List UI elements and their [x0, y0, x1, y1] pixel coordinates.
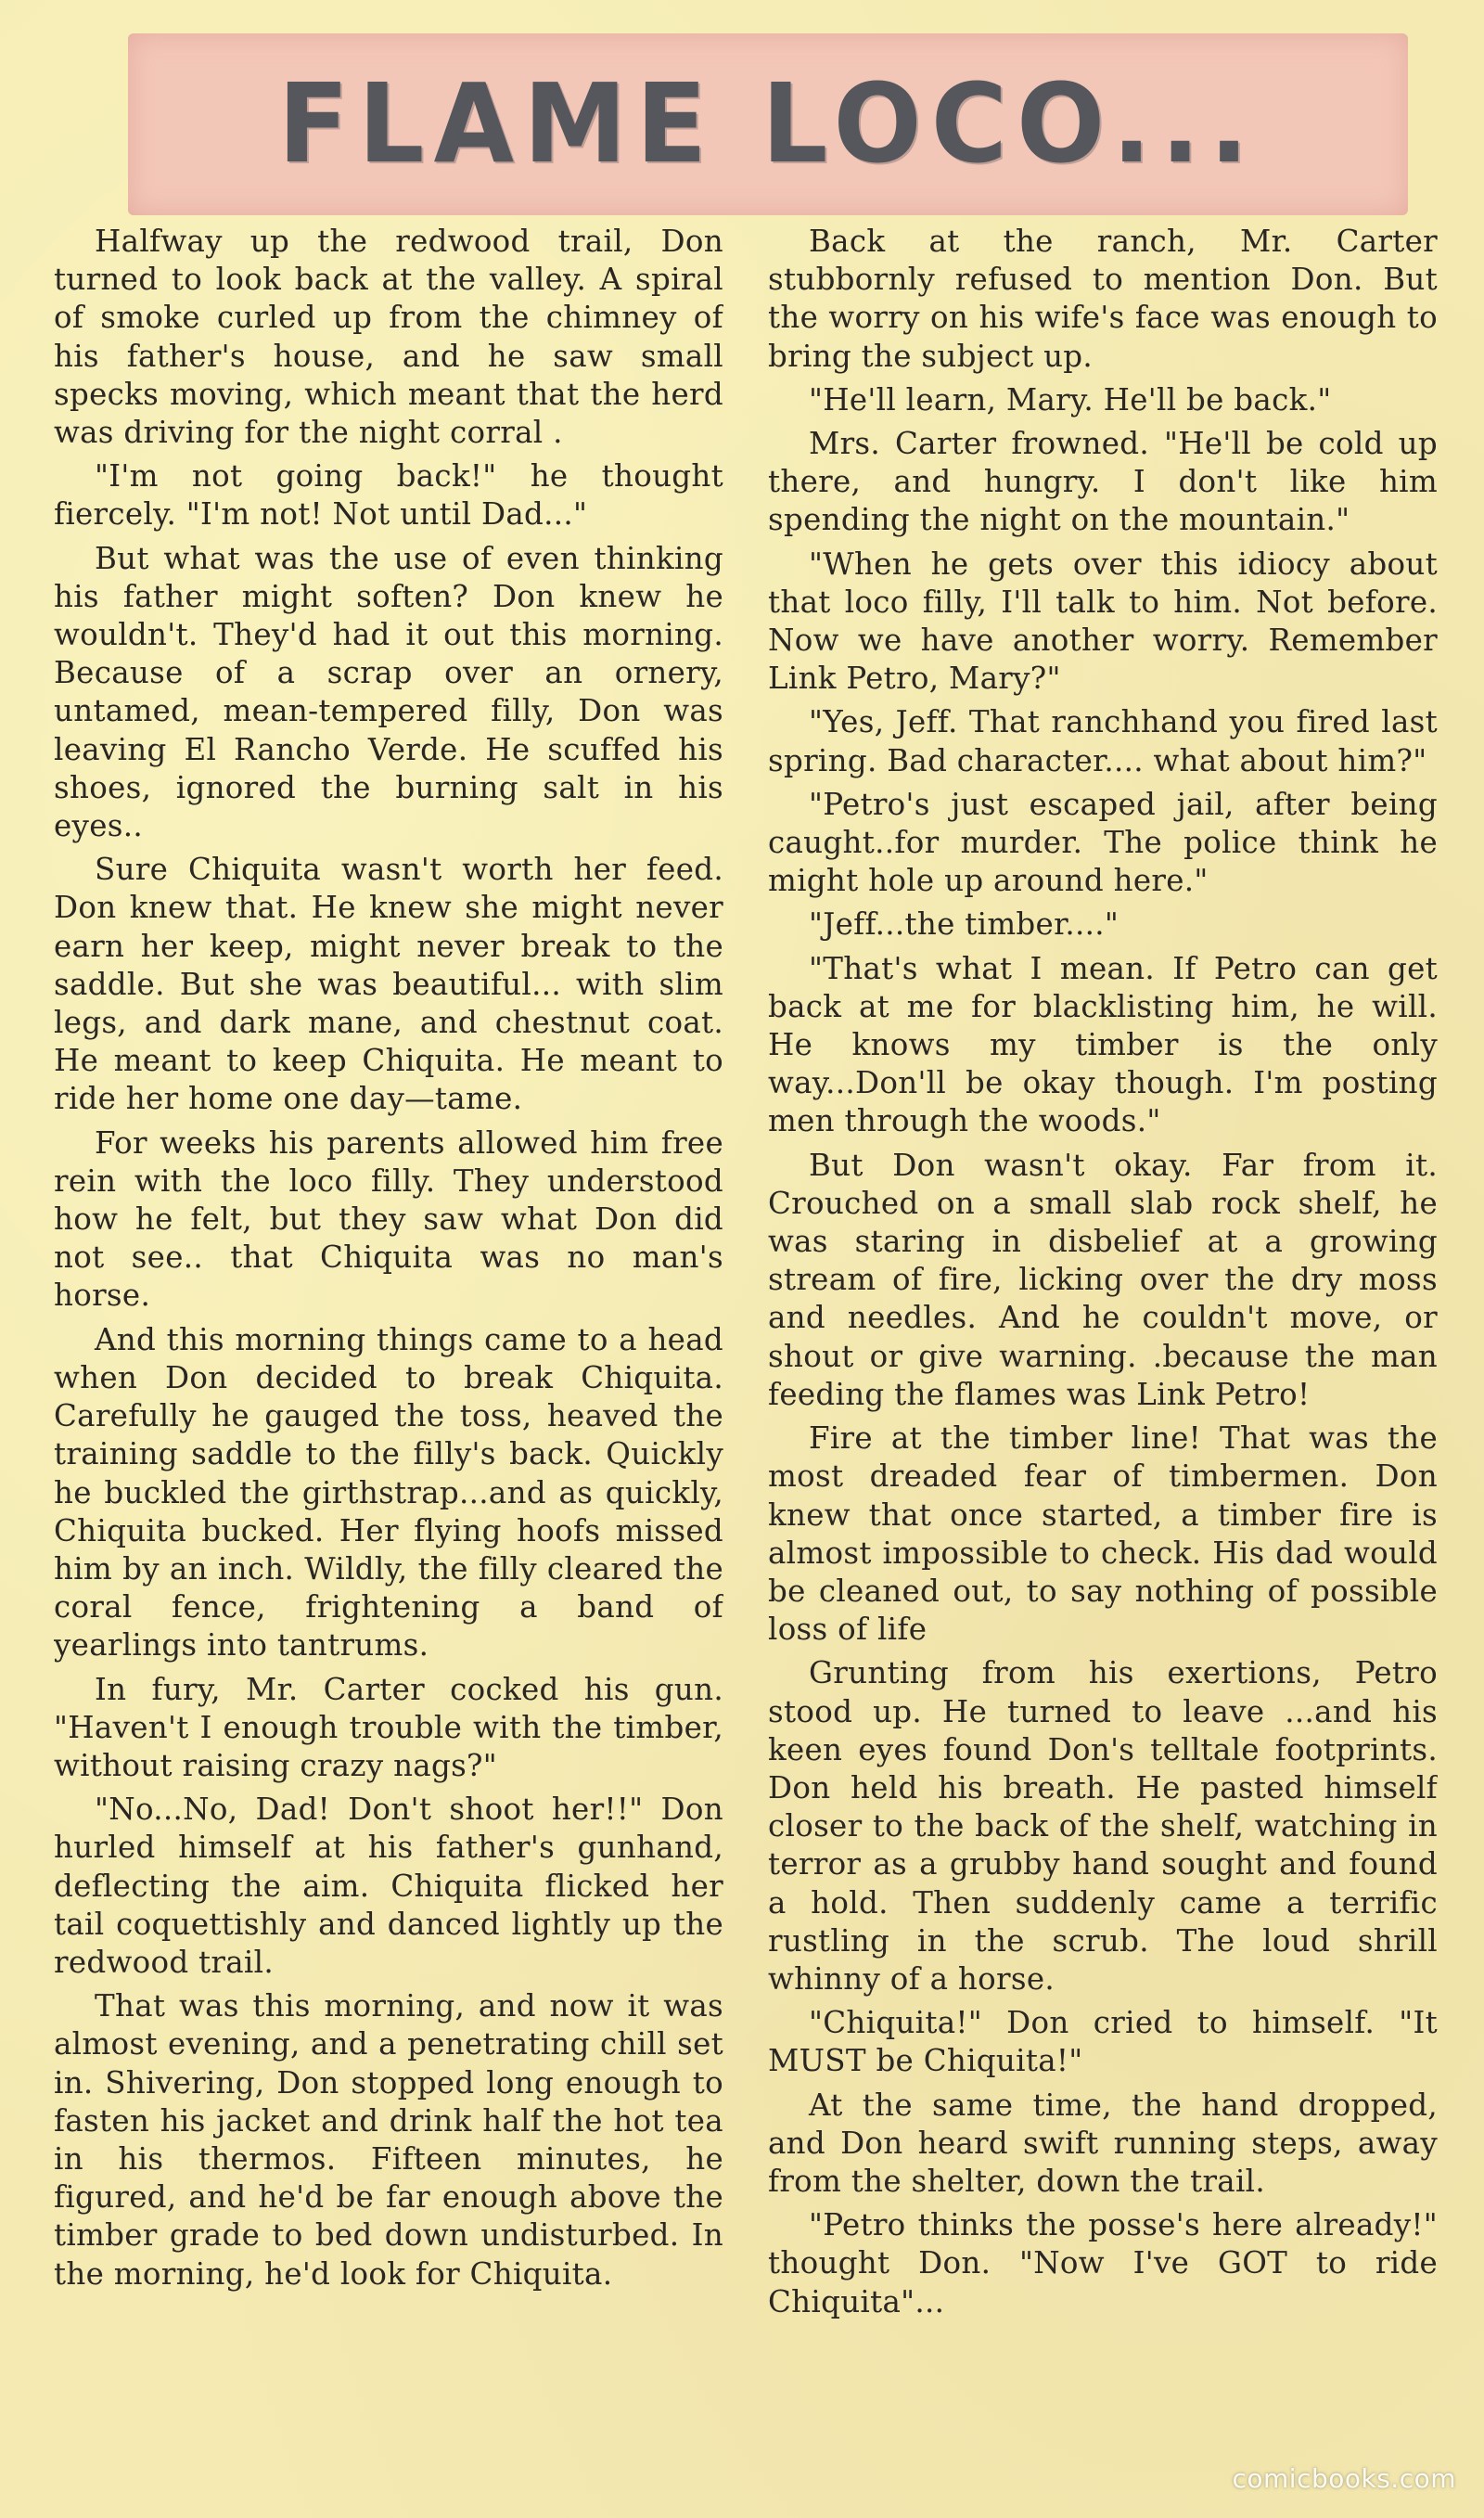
- paragraph: Halfway up the redwood trail, Don turned to look back at the valley. A spiral of smoke curled up from the chimney of his father's house, and he saw small specks moving, which meant that the herd was driving for the night corral .: [54, 224, 723, 451]
- paragraph: "He'll learn, Mary. He'll be back.": [809, 381, 1332, 418]
- watermark: comicbooks.com: [1232, 2463, 1456, 2494]
- paragraph: And this morning things came to a head when Don decided to break Chiquita. Carefully he gauged the toss, heaved the training saddle to the filly's back. Quickly he buckled the girthstrap...and as quickly, Chiquita bucked. Her flying hoofs missed him by an inch. Wildly, the filly cleared the coral fence, frightening a band of yearlings into tantrums.: [54, 1321, 723, 1664]
- right-column: [768, 223, 1438, 2477]
- story-title: FLAME LOCO...: [277, 60, 1259, 188]
- paragraph: "Yes, Jeff. That ranchhand you fired last spring. Bad character.... what about him?": [768, 704, 1438, 778]
- paragraph: "Jeff...the timber....": [809, 906, 1119, 943]
- paragraph: "No...No, Dad! Don't shoot her!!" Don hurled himself at his father's gunhand, deflecting the aim. Chiquita flicked her tail coquettishly and danced lightly up the redwood trail.: [54, 1792, 723, 1980]
- paragraph: "Chiquita!" Don cried to himself. "It MUST be Chiquita!": [768, 2005, 1438, 2079]
- paragraph: "Petro's just escaped jail, after being caught..for murder. The police think he might hole up around here.": [768, 786, 1438, 899]
- paragraph: "I'm not going back!" he thought fiercely. "I'm not! Not until Dad...": [54, 458, 723, 533]
- paragraph: Fire at the timber line! That was the most dreaded fear of timbermen. Don knew that once started, a timber fire is almost impossible to check. His dad would be cleaned out, to say nothing of possible loss of life: [768, 1420, 1438, 1648]
- paragraph: Sure Chiquita wasn't worth her feed. Don knew that. He knew she might never earn her keep, might never break to the saddle. But she was beautiful... with slim legs, and dark mane, and chestnut coat. He meant to keep Chiquita. He meant to ride her home one day—tame.: [54, 852, 723, 1117]
- paragraph: But Don wasn't okay. Far from it. Crouched on a small slab rock shelf, he was staring in disbelief at a growing stream of fire, licking over the dry moss and needles. And he couldn't move, or shout or give warning. .because the man feeding the flames was Link Petro!: [768, 1147, 1438, 1412]
- paragraph: "Petro thinks the posse's here already!" thought Don. "Now I've GOT to ride Chiquita"...: [768, 2207, 1438, 2319]
- left-column: [54, 223, 723, 2477]
- paragraph: That was this morning, and now it was almost evening, and a penetrating chill set in. Shivering, Don stopped long enough to fasten his jacket and drink half the hot tea in his thermos. Fifteen minutes, he figured, and he'd be far enough above the timber grade to bed down undisturbed. In the morning, he'd look for Chiquita.: [54, 1988, 723, 2292]
- paragraph: At the same time, the hand dropped, and Don heard swift running steps, away from the shelter, down the trail.: [768, 2087, 1438, 2199]
- paragraph: In fury, Mr. Carter cocked his gun. "Haven't I enough trouble with the timber, without raising crazy nags?": [54, 1671, 723, 1783]
- paragraph: Back at the ranch, Mr. Carter stubbornly refused to mention Don. But the worry on his wife's face was enough to bring the subject up.: [768, 224, 1438, 374]
- story-body: [54, 223, 1439, 2477]
- paragraph: "That's what I mean. If Petro can get back at me for blacklisting him, he will. He knows my timber is the only way...Don'll be okay though. I'm posting men through the woods.": [768, 950, 1438, 1139]
- paragraph: Mrs. Carter frowned. "He'll be cold up there, and hungry. I don't like him spending the night on the mountain.": [768, 426, 1438, 538]
- paragraph: "When he gets over this idiocy about that loco filly, I'll talk to him. Not before. Now we have another worry. Remember Link Petro, Mary?": [768, 546, 1438, 697]
- paragraph: For weeks his parents allowed him free rein with the loco filly. They understood how he felt, but they saw what Don did not see.. that Chiquita was no man's horse.: [54, 1124, 723, 1314]
- title-banner: [128, 33, 1408, 215]
- paragraph: But what was the use of even thinking his father might soften? Don knew he wouldn't. They'd had it out this morning. Because of a scrap over an ornery, untamed, mean-tempered filly, Don was leaving El Rancho Verde. He scuffed his shoes, ignored the burning salt in his eyes..: [54, 540, 723, 844]
- paragraph: Grunting from his exertions, Petro stood up. He turned to leave ...and his keen eyes found Don's telltale footprints. Don held his breath. He pasted himself closer to the back of the shelf, watching in terror as a grubby hand sought and found a hold. Then suddenly came a terrific rustling in the scrub. The loud shrill whinny of a horse.: [768, 1655, 1438, 1997]
